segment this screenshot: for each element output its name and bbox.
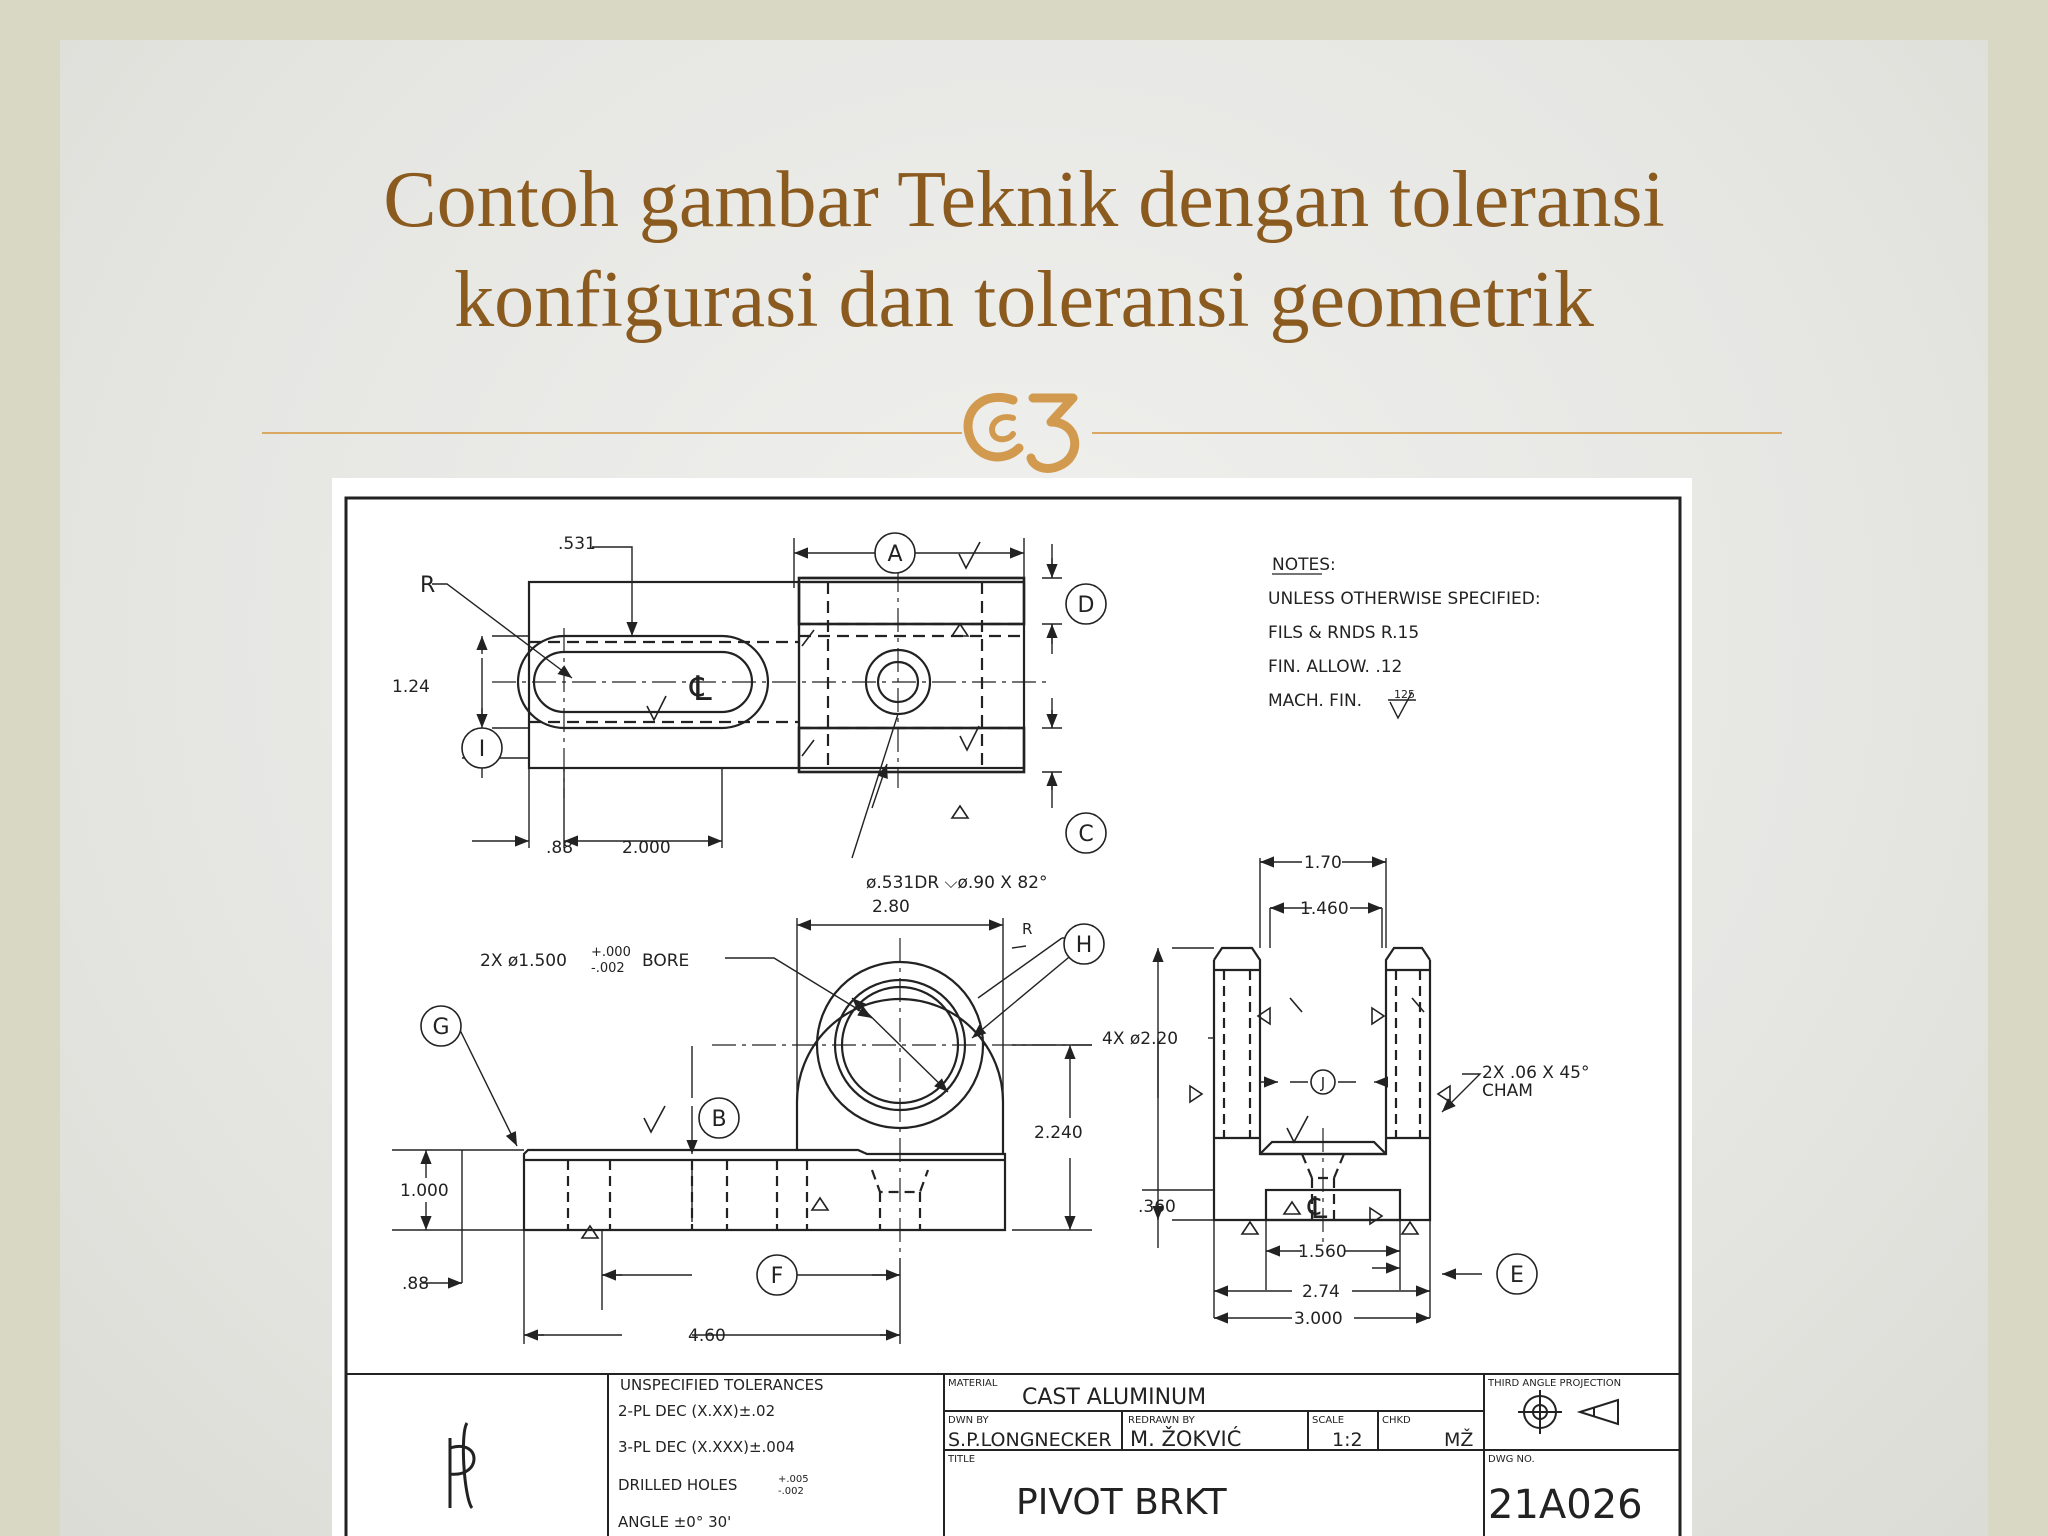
tol-holes-plus: +.005	[778, 1474, 809, 1485]
cham-line-2: CHAM	[1482, 1081, 1533, 1101]
dim-1560: 1.560	[1298, 1242, 1347, 1262]
datum-e: E	[1510, 1263, 1524, 1288]
slide-title	[0, 150, 2048, 350]
dim-124: 1.24	[392, 677, 430, 697]
scale-label: SCALE	[1312, 1415, 1345, 1426]
notes-line-4-value: 125	[1394, 688, 1415, 701]
dwn-label: DWN BY	[948, 1415, 989, 1426]
divider-right	[1092, 432, 1782, 434]
notes-line-3: FIN. ALLOW. .12	[1268, 657, 1403, 677]
redrawn-value: M. ŽOKVIĆ	[1130, 1427, 1242, 1451]
title-label: TITLE	[948, 1454, 976, 1465]
tol-2pl: 2-PL DEC (X.XX)±.02	[618, 1402, 776, 1420]
datum-j: J	[1320, 1074, 1326, 1092]
bore-word: BORE	[642, 951, 690, 971]
datum-a: A	[887, 542, 903, 567]
centerline-symbol-side: ℄	[1308, 1191, 1328, 1226]
dim-280: 2.80	[872, 897, 910, 917]
dim-88-front: .88	[402, 1274, 430, 1294]
cham-line-1: 2X .06 X 45°	[1482, 1063, 1590, 1083]
dim-1000: 1.000	[400, 1181, 449, 1201]
dim-460: 4.60	[688, 1326, 726, 1346]
tol-holes: DRILLED HOLES	[618, 1476, 738, 1494]
dim-531: .531	[558, 534, 596, 554]
dim-360: .360	[1138, 1197, 1176, 1217]
hole-callout: ø.531DR ⌵ø.90 X 82°	[866, 873, 1048, 893]
dwg-no-value: 21A026	[1488, 1482, 1643, 1528]
notes	[1268, 555, 1541, 711]
top-view	[492, 568, 1052, 798]
datum-i: I	[478, 737, 486, 762]
tol-heading: UNSPECIFIED TOLERANCES	[620, 1376, 824, 1394]
dwg-no-label: DWG NO.	[1488, 1454, 1535, 1465]
material-value: CAST ALUMINUM	[1022, 1385, 1207, 1410]
title-block	[346, 1374, 1680, 1536]
label-r-front: R	[1022, 920, 1033, 938]
centerline-symbol-top: ℄	[690, 669, 712, 709]
notes-line-2: FILS & RNDS R.15	[1268, 623, 1420, 643]
divider-left	[262, 432, 962, 434]
drawing-border	[346, 498, 1680, 1536]
notes-heading: NOTES:	[1272, 555, 1336, 575]
dim-274: 2.74	[1302, 1282, 1340, 1302]
datum-d: D	[1077, 593, 1095, 618]
company-logo	[450, 1423, 474, 1508]
bore-tol-plus: +.000	[591, 945, 631, 960]
datum-h: H	[1075, 933, 1093, 958]
front-view-dimensions	[392, 918, 1092, 1344]
dim-2000: 2.000	[622, 838, 671, 858]
bore-tol-minus: -.002	[591, 961, 625, 976]
dim-170: 1.70	[1304, 853, 1342, 873]
redrawn-label: REDRAWN BY	[1128, 1415, 1195, 1426]
tol-angle: ANGLE ±0° 30'	[618, 1513, 732, 1531]
datum-g: G	[432, 1015, 450, 1040]
chkd-value: MŽ	[1444, 1429, 1474, 1451]
bore-callout: 2X ø1.500	[480, 951, 567, 971]
dwn-value: S.P.LONGNECKER	[948, 1429, 1112, 1451]
tol-3pl: 3-PL DEC (X.XXX)±.004	[618, 1438, 795, 1456]
front-view	[524, 938, 1092, 1258]
label-r-top: R	[420, 573, 436, 598]
dim-3000: 3.000	[1294, 1309, 1343, 1329]
datum-f: F	[770, 1264, 784, 1289]
tol-holes-minus: -.002	[778, 1486, 804, 1497]
dim-1460: 1.460	[1300, 899, 1349, 919]
datum-b: B	[711, 1107, 727, 1132]
cs-flourish-icon	[955, 378, 1095, 478]
datum-c: C	[1078, 822, 1094, 847]
dim-88-top: .88	[546, 838, 574, 858]
dim-2240: 2.240	[1034, 1123, 1083, 1143]
notes-line-4: MACH. FIN.	[1268, 691, 1363, 711]
scale-value: 1:2	[1332, 1429, 1363, 1451]
third-angle-projection-icon	[1518, 1390, 1618, 1434]
title-value: PIVOT BRKT	[1016, 1482, 1227, 1523]
chkd-label: CHKD	[1382, 1415, 1411, 1426]
projection-label: THIRD ANGLE PROJECTION	[1488, 1378, 1622, 1389]
drawing-svg	[332, 478, 1692, 1536]
material-label: MATERIAL	[948, 1378, 998, 1389]
datum-bubbles	[421, 533, 1537, 1295]
title-line-1: Contoh gambar Teknik dengan toleransi	[383, 156, 1665, 244]
notes-line-1: UNLESS OTHERWISE SPECIFIED:	[1268, 589, 1541, 609]
dim-4x220: 4X ø2.20	[1102, 1029, 1179, 1049]
engineering-drawing	[332, 478, 1692, 1536]
title-line-2: konfigurasi dan toleransi geometrik	[454, 256, 1594, 344]
